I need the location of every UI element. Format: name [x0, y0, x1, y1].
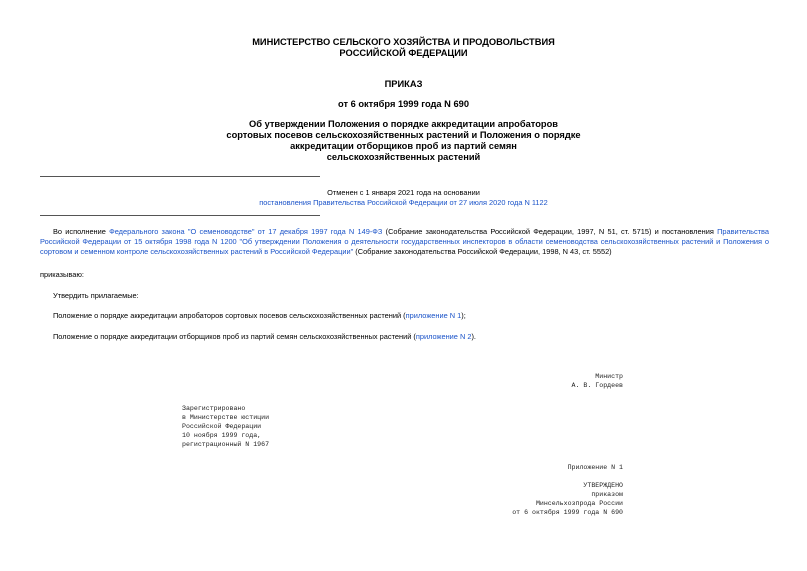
doc-title-line3: аккредитации отборщиков проб из партий семян — [290, 141, 517, 151]
appendix-2-link[interactable]: приложение N 2 — [415, 332, 472, 341]
ministry-name-line2: РОССИЙСКОЙ ФЕДЕРАЦИИ — [339, 48, 468, 58]
item-2-text: Положение о порядке аккредитации отборщиков проб из партий семян сельскохозяйственных растений ( — [53, 332, 416, 341]
signature-role: Министр — [595, 373, 623, 380]
item-appendix-2 — [53, 332, 476, 342]
gov-decree-title-link[interactable]: "Об утверждении Положения о деятельности государственных инспекторов в области семеноводства сельскохозяйственных растений и Положения о сортовом и семенном контроле сельскохозяйственных растений в Российской Федерации" — [40, 236, 769, 256]
appendix-label: Приложение N 1 — [567, 464, 623, 471]
appendix-by-order: приказом — [591, 491, 623, 498]
law-link[interactable]: Федерального закона "О семеноводстве" от 17 декабря 1997 года N 149-ФЗ — [109, 227, 383, 236]
item-1-text: Положение о порядке аккредитации апробаторов сортовых посевов сельскохозяйственных растений ( — [53, 311, 406, 320]
registration-line4: 10 ноября 1999 года, — [182, 432, 262, 439]
item-1-end: ); — [461, 311, 466, 320]
intro-text-1: Во исполнение — [53, 227, 110, 236]
appendix-ministry: Минсельхозпрода России — [535, 500, 623, 507]
approve-line: Утвердить прилагаемые: — [53, 291, 139, 300]
signature-name: А. В. Гордеев — [571, 382, 623, 389]
item-2-end: ). — [471, 332, 476, 341]
order-word: приказываю: — [40, 270, 84, 279]
intro-text-2: (Собрание законодательства Российской Федерации, 1997, N 51, ст. 5715) и постановления — [382, 227, 718, 236]
intro-text-3: (Собрание законодательства Российской Федерации, 1998, N 43, ст. 5552) — [353, 246, 612, 256]
doc-type: ПРИКАЗ — [384, 79, 423, 89]
doc-title-line4: сельскохозяйственных растений — [326, 152, 481, 162]
item-appendix-1 — [53, 311, 466, 321]
status-note: Отменен с 1 января 2021 года на основании — [327, 188, 480, 197]
status-link-wrap — [40, 198, 767, 208]
registration-line2: в Министерстве юстиции — [182, 414, 270, 421]
intro-paragraph — [40, 227, 769, 256]
registration-line3: Российской Федерации — [182, 423, 262, 430]
doc-date: от 6 октября 1999 года N 690 — [338, 99, 469, 109]
divider-top — [40, 176, 320, 177]
divider-bottom — [40, 215, 320, 216]
gov-decree-link[interactable]: Правительства Российской Федерации от 15 октября 1998 года N 1200 — [40, 227, 770, 246]
registration-line5: регистрационный N 1967 — [182, 441, 270, 448]
ministry-name-line1: МИНИСТЕРСТВО СЕЛЬСКОГО ХОЗЯЙСТВА И ПРОДОВОЛЬСТВИЯ — [252, 37, 555, 47]
appendix-approved: УТВЕРЖДЕНО — [583, 482, 623, 489]
doc-title-line2: сортовых посевов сельскохозяйственных растений и Положения о порядке — [226, 130, 581, 140]
repeal-decree-link[interactable]: постановления Правительства Российской Федерации от 27 июля 2020 года N 1122 — [259, 198, 548, 207]
appendix-date: от 6 октября 1999 года N 690 — [512, 509, 623, 516]
appendix-1-link[interactable]: приложение N 1 — [405, 311, 462, 320]
doc-title-line1: Об утверждении Положения о порядке аккредитации апробаторов — [249, 119, 558, 129]
registration-line1: Зарегистрировано — [182, 405, 246, 412]
